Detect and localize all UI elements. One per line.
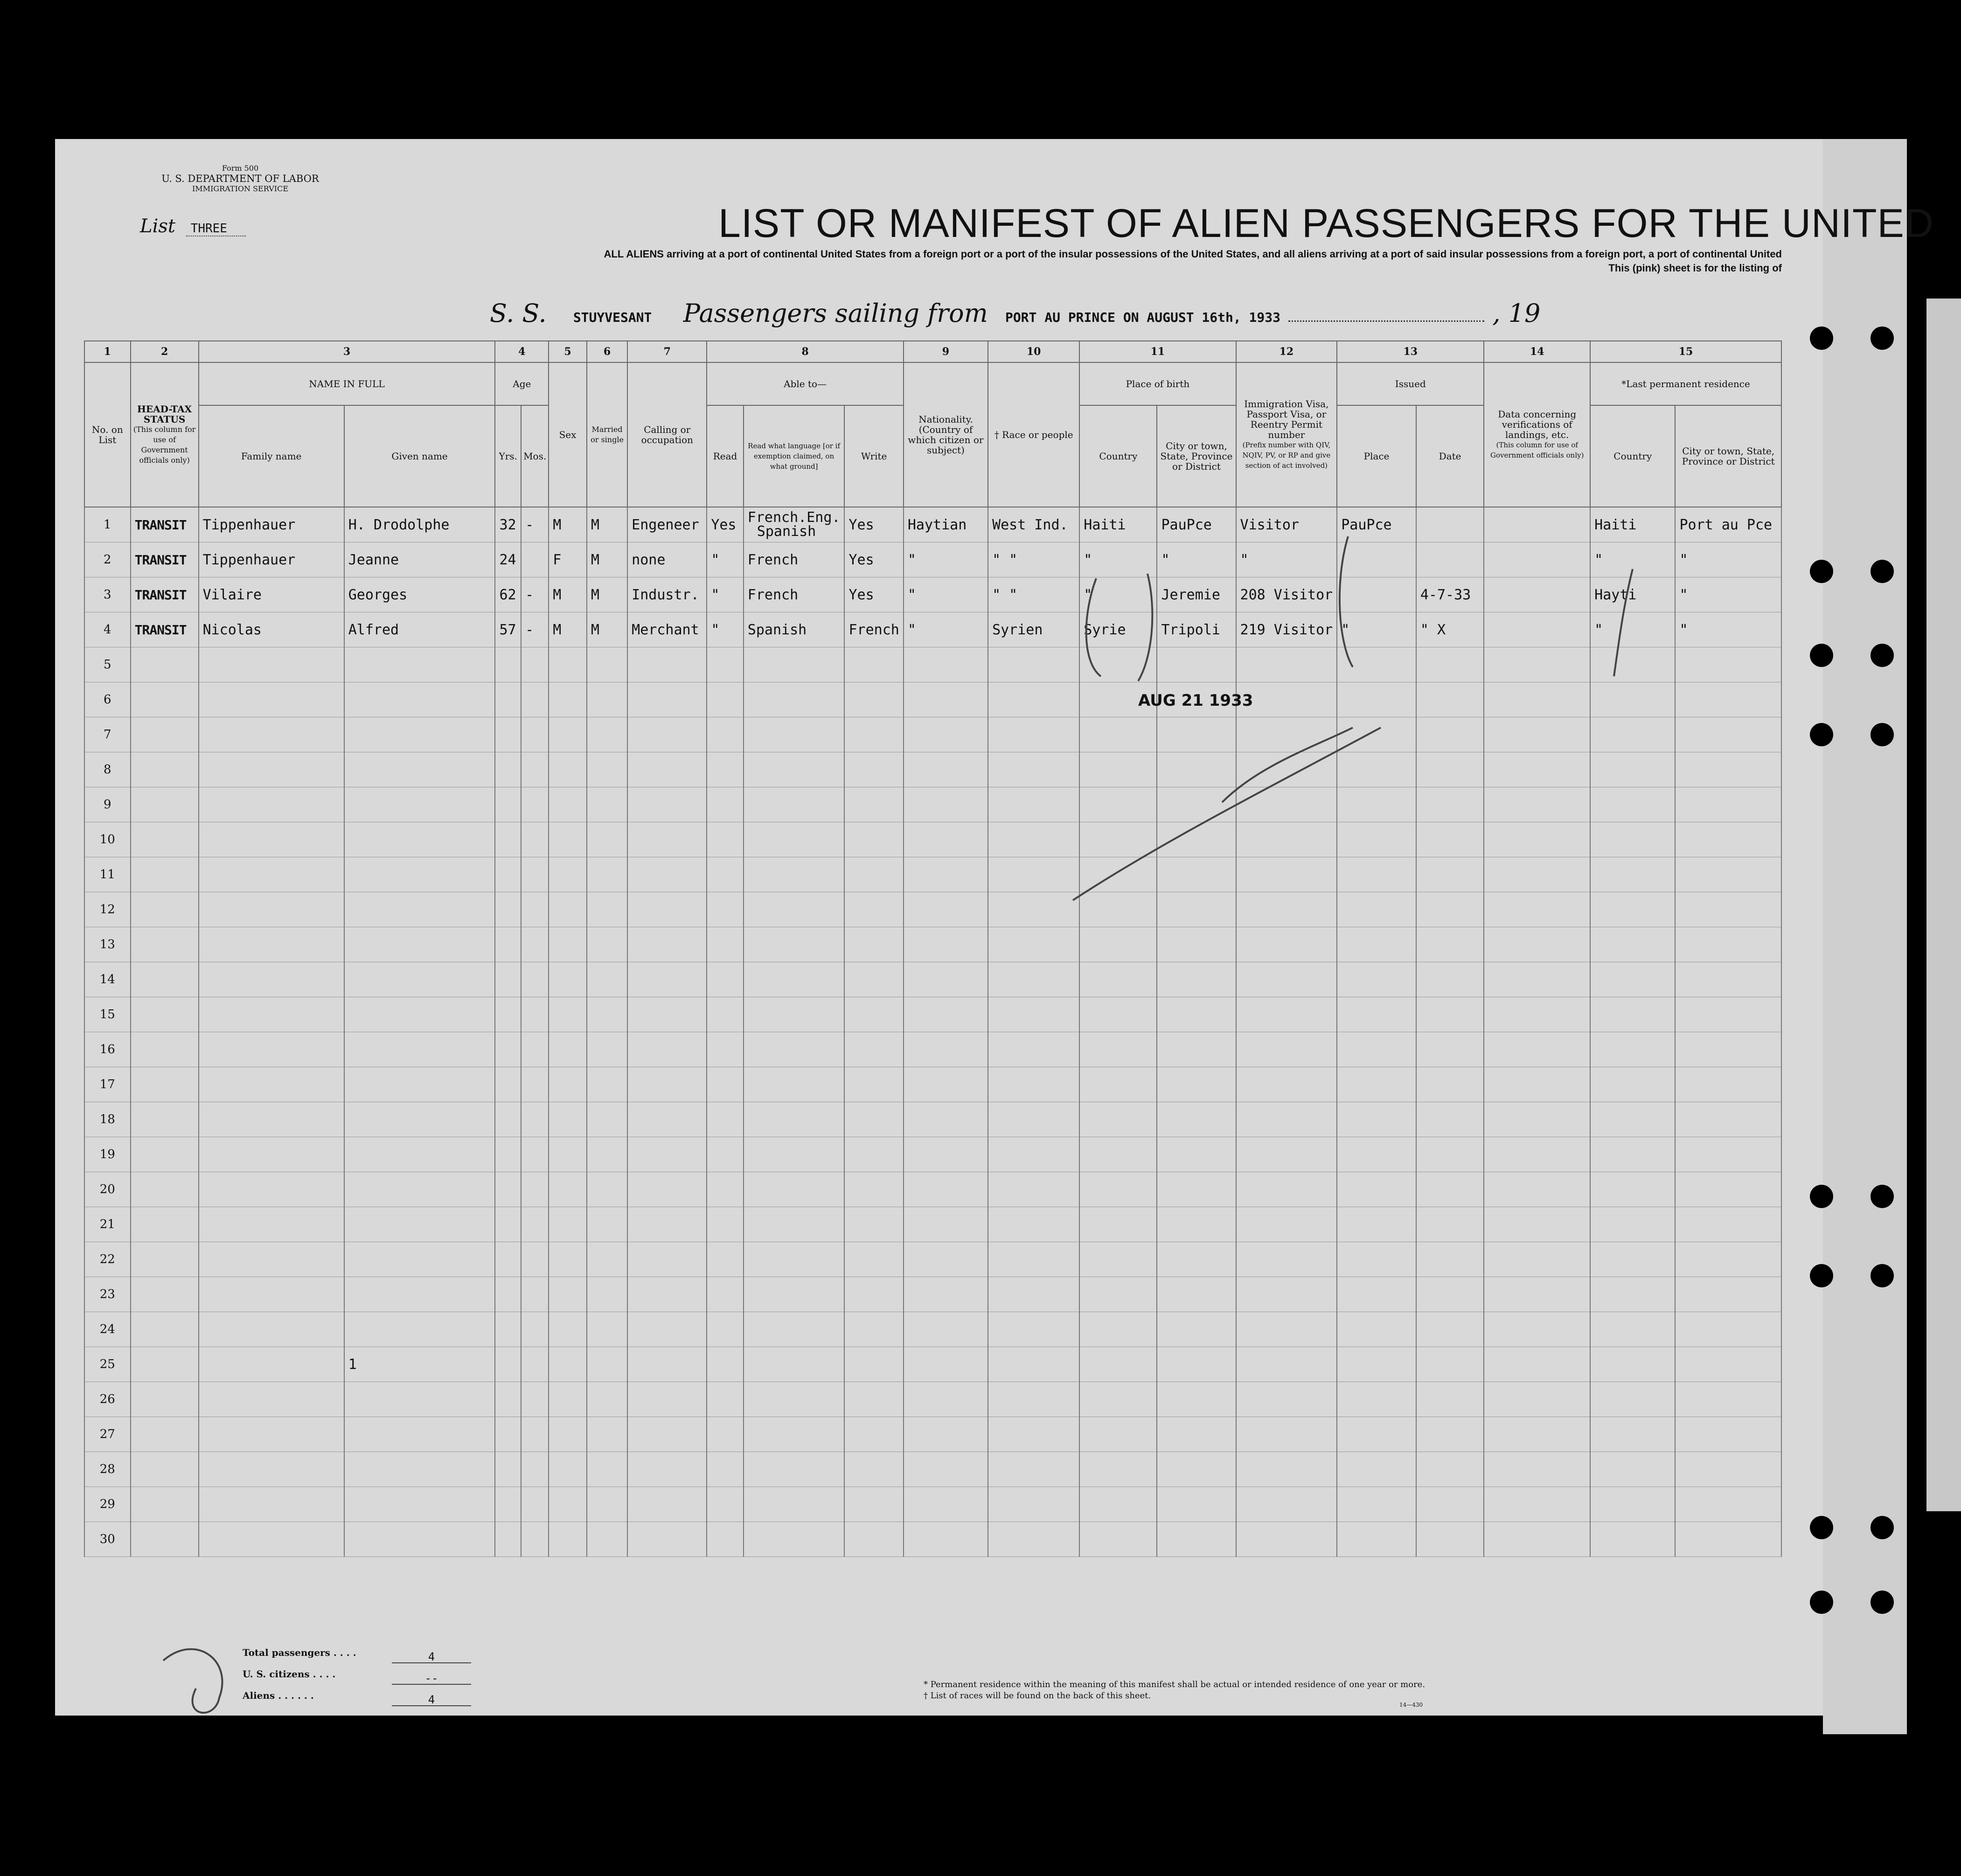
department-name: U. S. DEPARTMENT OF LABOR: [161, 173, 319, 184]
can-write: Yes: [844, 577, 903, 612]
signature-stroke-2: [1222, 728, 1353, 802]
row-number: 13: [84, 927, 131, 962]
colnum-1: 1: [84, 341, 131, 362]
row-number: 9: [84, 787, 131, 822]
form-number: Form 500: [222, 164, 259, 173]
binder-hole: [1871, 644, 1894, 667]
totals-block: [243, 1642, 471, 1706]
list-label: List: [140, 215, 175, 237]
bracket-mark: [1086, 578, 1101, 676]
colnum-3: 3: [199, 341, 495, 362]
row-number: 14: [84, 962, 131, 997]
can-read: ": [707, 542, 743, 577]
married: M: [587, 507, 627, 542]
header-write: Write: [844, 405, 903, 507]
nationality: Haytian: [904, 507, 988, 542]
nationality: ": [904, 577, 988, 612]
total-passengers-label: Total passengers . . . .: [243, 1647, 356, 1658]
data-concerning-title: Data concerning verifications of landings, etc.: [1498, 409, 1577, 440]
binder-hole: [1810, 1264, 1833, 1287]
row-number: 10: [84, 822, 131, 857]
head-tax-status: TRANSIT: [131, 612, 199, 647]
family-name: Nicolas: [199, 612, 344, 647]
binder-hole: [1810, 1591, 1833, 1614]
footnotes: [924, 1679, 1425, 1702]
service-name: IMMIGRATION SERVICE: [192, 184, 289, 193]
binder-hole: [1871, 1516, 1894, 1539]
calling: Industr.: [627, 577, 707, 612]
head-tax-note: (This column for use of Government officials only): [133, 425, 196, 465]
read-language: Spanish: [744, 612, 845, 647]
colnum-10: 10: [988, 341, 1079, 362]
can-read: ": [707, 612, 743, 647]
colnum-12: 12: [1236, 341, 1337, 362]
residence-city: ": [1675, 612, 1781, 647]
row-number: 7: [84, 717, 131, 752]
departure-port: PORT AU PRINCE ON AUGUST 16th, 1933: [1005, 310, 1280, 325]
data-concerning-note: (This column for use of Government officials only): [1490, 441, 1584, 459]
can-write: Yes: [844, 507, 903, 542]
given-name: H. Drodolphe: [344, 507, 495, 542]
given-name: Jeanne: [344, 542, 495, 577]
colnum-5: 5: [549, 341, 587, 362]
colnum-6: 6: [587, 341, 627, 362]
can-write: Yes: [844, 542, 903, 577]
binder-hole: [1871, 1185, 1894, 1208]
head-tax-status: TRANSIT: [131, 507, 199, 542]
header-date: Date: [1416, 405, 1484, 507]
header-race: † Race or people: [988, 362, 1079, 507]
header-calling: Calling or occupation: [627, 362, 707, 507]
residence-city: ": [1675, 577, 1781, 612]
total-passengers-row: [243, 1642, 471, 1663]
header-read-language: Read what language [or if exemption claimed, on what ground]: [744, 405, 845, 507]
row-number: 4: [84, 612, 131, 647]
binder-hole: [1871, 560, 1894, 583]
row-number: 16: [84, 1032, 131, 1067]
sheet-code: 14—430: [1399, 1702, 1423, 1708]
subtitle-line-1: ALL ALIENS arriving at a port of continental United States from a foreign port or a port of the insular possessions of the United States, and all aliens arriving at a port of said insular possessions from a foreign port, a port of continental United: [604, 248, 1782, 260]
row-number: 17: [84, 1067, 131, 1102]
binder-hole: [1871, 327, 1894, 350]
header-res-country: Country: [1590, 405, 1675, 507]
visa: ": [1236, 542, 1337, 577]
can-write: French: [844, 612, 903, 647]
row-number: 21: [84, 1207, 131, 1242]
us-citizens-row: [243, 1663, 471, 1685]
header-family-name: Family name: [199, 405, 344, 507]
row-number: 25: [84, 1347, 131, 1382]
age-years: 24: [495, 542, 521, 577]
aliens-value: 4: [392, 1694, 471, 1706]
visa-note: (Prefix number with QIV, NQIV, PV, or RP and give section of act involved): [1242, 441, 1331, 470]
binder-hole: [1810, 560, 1833, 583]
header-place: Place: [1337, 405, 1416, 507]
given-name: 1: [344, 1347, 495, 1382]
issued-date: 4-7-33: [1416, 577, 1484, 612]
colnum-9: 9: [904, 341, 988, 362]
colnum-11: 11: [1079, 341, 1236, 362]
header-nationality: Nationality. (Country of which citizen or subject): [904, 362, 988, 507]
binder-hole: [1871, 1591, 1894, 1614]
birth-city: ": [1157, 542, 1236, 577]
issued-place: ": [1337, 612, 1416, 647]
read-language-1: French.Eng.: [747, 509, 841, 526]
us-citizens-label: U. S. citizens . . . .: [243, 1668, 336, 1680]
visa: Visitor: [1236, 507, 1337, 542]
header-last-residence: *Last permanent residence: [1590, 362, 1781, 405]
read-language: French: [744, 542, 845, 577]
can-read: ": [707, 577, 743, 612]
birth-country: ": [1079, 542, 1157, 577]
colnum-14: 14: [1484, 341, 1590, 362]
age-months: -: [521, 577, 549, 612]
visa: 208 Visitor: [1236, 577, 1337, 612]
row-number: 20: [84, 1172, 131, 1207]
read-language-2: Spanish: [757, 523, 816, 540]
sailing-label: Passengers sailing from: [683, 299, 988, 328]
row-number: 19: [84, 1137, 131, 1172]
row-number: 27: [84, 1417, 131, 1452]
row-number: 23: [84, 1277, 131, 1312]
header-age: Age: [495, 362, 549, 405]
page-title: LIST OR MANIFEST OF ALIEN PASSENGERS FOR THE UNITED: [718, 201, 1934, 246]
residence-country: ": [1590, 542, 1675, 577]
family-name: Tippenhauer: [199, 542, 344, 577]
visa: 219 Visitor: [1236, 612, 1337, 647]
binder-hole: [1810, 723, 1833, 746]
binder-hole: [1810, 327, 1833, 350]
colnum-8: 8: [707, 341, 904, 362]
row-number: 26: [84, 1382, 131, 1417]
ditto-stroke: [1614, 569, 1633, 676]
sex: M: [549, 577, 587, 612]
header-able-to: Able to—: [707, 362, 904, 405]
married: M: [587, 612, 627, 647]
row-number: 12: [84, 892, 131, 927]
footnote-races: † List of races will be found on the back of this sheet.: [924, 1691, 1151, 1701]
handwritten-three: [163, 1649, 222, 1713]
colnum-4: 4: [495, 341, 549, 362]
age-years: 32: [495, 507, 521, 542]
colnum-13: 13: [1337, 341, 1484, 362]
header-given-name: Given name: [344, 405, 495, 507]
list-value: THREE: [186, 222, 246, 236]
row-number: 28: [84, 1452, 131, 1487]
aliens-row: [243, 1685, 471, 1706]
year-label: , 19: [1492, 299, 1541, 328]
nationality: ": [904, 542, 988, 577]
subtitle-line-2: This (pink) sheet is for the listing of: [1608, 262, 1782, 274]
calling: none: [627, 542, 707, 577]
sex: M: [549, 612, 587, 647]
us-citizens-value: --: [392, 1673, 471, 1685]
binder-hole: [1810, 1516, 1833, 1539]
age-months: -: [521, 507, 549, 542]
can-read: Yes: [707, 507, 743, 542]
header-country: Country: [1079, 405, 1157, 507]
signature-stroke: [1073, 728, 1381, 900]
footnote-residence: * Permanent residence within the meaning of this manifest shall be actual or intended residence of one year or more.: [924, 1680, 1426, 1689]
row-number: 30: [84, 1522, 131, 1557]
header-read: Read: [707, 405, 743, 507]
row-number: 18: [84, 1102, 131, 1137]
family-name: Vilaire: [199, 577, 344, 612]
aliens-label: Aliens . . . . . .: [243, 1690, 314, 1701]
race: Syrien: [988, 612, 1079, 647]
header-name-in-full: NAME IN FULL: [199, 362, 495, 405]
colnum-2: 2: [131, 341, 199, 362]
issued-place: PauPce: [1337, 507, 1416, 542]
married: M: [587, 542, 627, 577]
row-number: 24: [84, 1312, 131, 1347]
row-number: 11: [84, 857, 131, 892]
issued-date: " X: [1416, 612, 1484, 647]
header-mos: Mos.: [521, 405, 549, 507]
birth-country: Haiti: [1079, 507, 1157, 542]
row-number: 22: [84, 1242, 131, 1277]
row-number: 2: [84, 542, 131, 577]
date-stamp: AUG 21 1933: [1138, 691, 1253, 710]
birth-city: PauPce: [1157, 507, 1236, 542]
row-number: 3: [84, 577, 131, 612]
married: M: [587, 577, 627, 612]
row-number: 8: [84, 752, 131, 787]
colnum-7: 7: [627, 341, 707, 362]
calling: Merchant: [627, 612, 707, 647]
calling: Engeneer: [627, 507, 707, 542]
header-no-on-list: No. on List: [84, 362, 131, 507]
sex: F: [549, 542, 587, 577]
birth-city: Tripoli: [1157, 612, 1236, 647]
colnum-15: 15: [1590, 341, 1781, 362]
given-name: Alfred: [344, 612, 495, 647]
residence-country: ": [1590, 612, 1675, 647]
age-years: 62: [495, 577, 521, 612]
family-name: Tippenhauer: [199, 507, 344, 542]
residence-city: ": [1675, 542, 1781, 577]
binder-hole: [1810, 1185, 1833, 1208]
header-issued: Issued: [1337, 362, 1484, 405]
binder-hole: [1871, 1264, 1894, 1287]
total-passengers-value: 4: [392, 1651, 471, 1663]
row-number: 1: [84, 507, 131, 542]
row-number: 5: [84, 647, 131, 682]
birth-city: Jeremie: [1157, 577, 1236, 612]
race: " ": [988, 542, 1079, 577]
age-years: 57: [495, 612, 521, 647]
given-name: Georges: [344, 577, 495, 612]
residence-country: Hayti: [1590, 577, 1675, 612]
row-number: 6: [84, 682, 131, 717]
brace-mark: [1340, 536, 1353, 667]
race: West Ind.: [988, 507, 1079, 542]
birth-country: Syrie: [1079, 612, 1157, 647]
binder-hole: [1810, 644, 1833, 667]
residence-city: Port au Pce: [1675, 507, 1781, 542]
ss-label: S. S.: [490, 299, 547, 328]
residence-country: Haiti: [1590, 507, 1675, 542]
head-tax-status: TRANSIT: [131, 542, 199, 577]
header-married: Married or single: [587, 362, 627, 507]
nationality: ": [904, 612, 988, 647]
read-language: French: [744, 577, 845, 612]
bracket-mark-2: [1138, 574, 1152, 681]
head-tax-status: TRANSIT: [131, 577, 199, 612]
binder-hole: [1871, 723, 1894, 746]
head-tax-title: HEAD-TAX STATUS: [137, 403, 192, 425]
sex: M: [549, 507, 587, 542]
header-sex: Sex: [549, 362, 587, 507]
ship-name: STUYVESANT: [573, 310, 652, 325]
birth-country: ": [1079, 577, 1157, 612]
race: " ": [988, 577, 1079, 612]
age-months: -: [521, 612, 549, 647]
visa-title: Immigration Visa, Passport Visa, or Reentry Permit number: [1244, 398, 1329, 440]
header-res-city: City or town, State, Province or District: [1675, 405, 1781, 507]
row-number: 29: [84, 1487, 131, 1522]
row-number: 15: [84, 997, 131, 1032]
header-yrs: Yrs.: [495, 405, 521, 507]
header-place-of-birth: Place of birth: [1079, 362, 1236, 405]
header-city: City or town, State, Province or District: [1157, 405, 1236, 507]
